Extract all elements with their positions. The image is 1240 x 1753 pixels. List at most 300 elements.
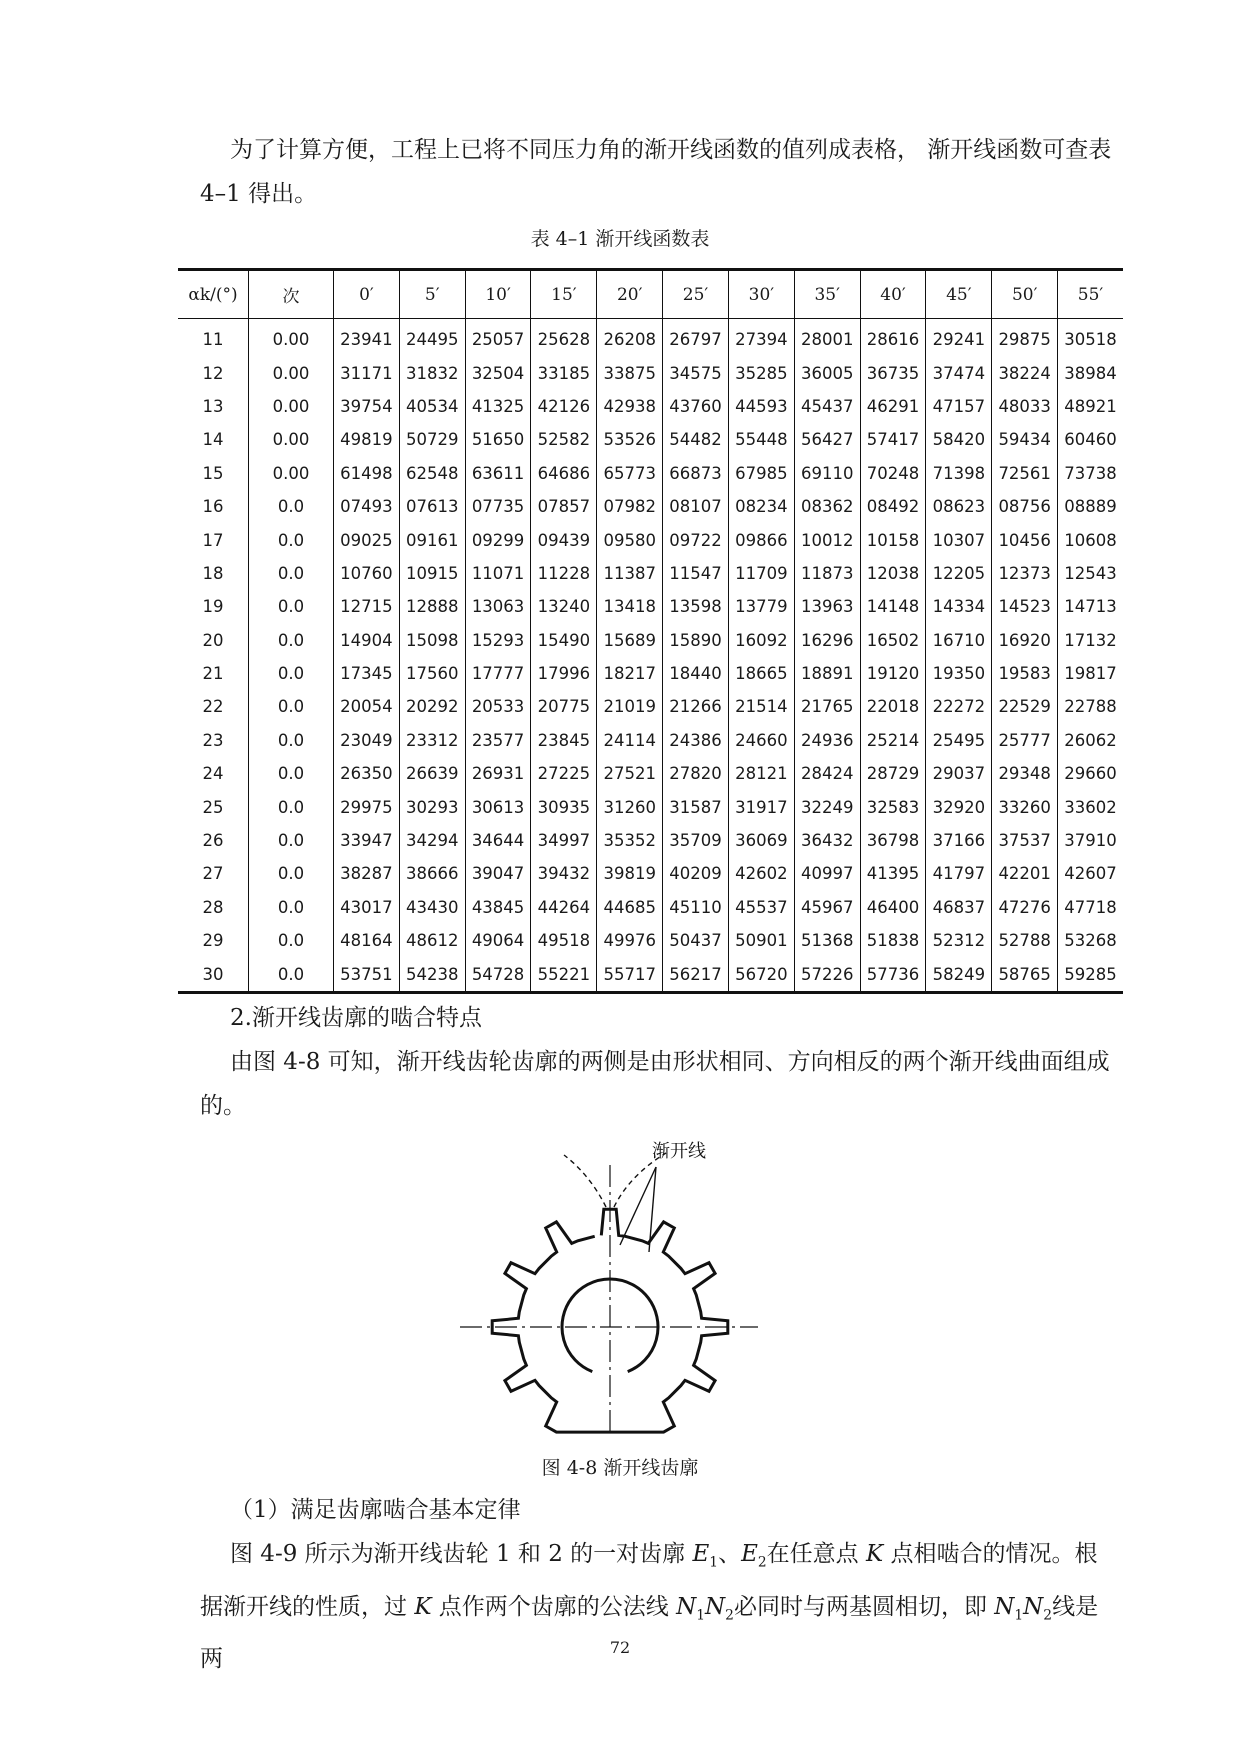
table-row [178, 590, 1123, 623]
table-cell: 09722 [663, 523, 729, 556]
table-cell: 26639 [399, 757, 465, 790]
table-cell: 20 [202, 630, 224, 650]
table-cell: 38666 [399, 857, 465, 890]
figure-caption: 图 4-8 渐开线齿廓 [541, 1457, 699, 1479]
table-cell: 50901 [728, 924, 794, 957]
column-header: αk/(°) [178, 270, 249, 319]
table-cell: 73738 [1058, 457, 1123, 490]
table-cell: 0.0 [249, 857, 334, 890]
table-cell: 43760 [663, 390, 729, 423]
table-header-row [178, 270, 1123, 319]
table-cell: 15490 [531, 624, 597, 657]
table-cell: 43017 [334, 891, 400, 924]
table-cell: 47276 [992, 891, 1058, 924]
table-caption: 表 4–1 渐开线函数表 [530, 228, 710, 250]
table-cell: 13240 [531, 590, 597, 623]
table-row [178, 790, 1123, 823]
table-cell: 38224 [992, 356, 1058, 389]
table-cell: 14334 [926, 590, 992, 623]
table-cell: 42201 [992, 857, 1058, 890]
table-cell: 55221 [531, 957, 597, 992]
section-paragraph: 由图 4-8 可知，渐开线齿轮齿廓的两侧是由形状相同、方向相反的两个渐开线曲面组成的。 [200, 1049, 1110, 1119]
table-cell: 11547 [663, 557, 729, 590]
table-cell: 26208 [597, 319, 663, 357]
table-cell: 52788 [992, 924, 1058, 957]
table-cell: 0.0 [249, 523, 334, 556]
table-cell: 33260 [992, 790, 1058, 823]
table-cell: 24936 [794, 724, 860, 757]
table-cell: 31917 [728, 790, 794, 823]
table-cell: 58249 [926, 957, 992, 992]
table-cell: 41797 [926, 857, 992, 890]
table-cell: 44264 [531, 891, 597, 924]
table-cell: 39432 [531, 857, 597, 890]
table-cell: 60460 [1058, 423, 1123, 456]
table-cell: 37166 [926, 824, 992, 857]
table-cell: 45437 [794, 390, 860, 423]
table-cell: 54728 [465, 957, 531, 992]
table-cell: 08362 [794, 490, 860, 523]
table-cell: 16502 [860, 624, 926, 657]
table-cell: 21 [202, 664, 224, 684]
table-cell: 13598 [663, 590, 729, 623]
table-cell: 22529 [992, 690, 1058, 723]
table-row [178, 857, 1123, 890]
table-row [178, 457, 1123, 490]
table-cell: 39754 [334, 390, 400, 423]
table-cell: 23 [202, 730, 224, 750]
table-cell: 0.00 [249, 319, 334, 357]
table-cell: 25628 [531, 319, 597, 357]
table-cell: 51838 [860, 924, 926, 957]
table-cell: 07982 [597, 490, 663, 523]
table-cell: 72561 [992, 457, 1058, 490]
table-cell: 0.00 [249, 423, 334, 456]
table-cell: 23312 [399, 724, 465, 757]
table-cell: 12888 [399, 590, 465, 623]
table-cell: 18440 [663, 657, 729, 690]
table-cell: 30613 [465, 790, 531, 823]
table-cell: 17345 [334, 657, 400, 690]
table-cell: 18217 [597, 657, 663, 690]
table-cell: 48164 [334, 924, 400, 957]
table-cell: 0.0 [249, 824, 334, 857]
table-cell: 21514 [728, 690, 794, 723]
table-cell: 24386 [663, 724, 729, 757]
table-cell: 54482 [663, 423, 729, 456]
table-cell: 08623 [926, 490, 992, 523]
table-cell: 71398 [926, 457, 992, 490]
table-row [178, 824, 1123, 857]
table-cell: 35709 [663, 824, 729, 857]
table-cell: 30935 [531, 790, 597, 823]
table-cell: 18665 [728, 657, 794, 690]
table-cell: 0.0 [249, 790, 334, 823]
table-cell: 30518 [1058, 319, 1123, 357]
table-cell: 19817 [1058, 657, 1123, 690]
table-cell: 56427 [794, 423, 860, 456]
table-cell: 27521 [597, 757, 663, 790]
table-cell: 48612 [399, 924, 465, 957]
column-header: 25′ [663, 270, 729, 319]
table-cell: 19 [202, 597, 224, 617]
table-cell: 53751 [334, 957, 400, 992]
table-cell: 11 [202, 330, 224, 350]
column-header: 35′ [794, 270, 860, 319]
table-cell: 58420 [926, 423, 992, 456]
table-cell: 08107 [663, 490, 729, 523]
table-row [178, 957, 1123, 992]
table-cell: 48033 [992, 390, 1058, 423]
table-cell: 28616 [860, 319, 926, 357]
table-cell: 65773 [597, 457, 663, 490]
table-cell: 12 [202, 363, 224, 383]
table-cell: 61498 [334, 457, 400, 490]
table-cell: 07857 [531, 490, 597, 523]
column-header: 50′ [992, 270, 1058, 319]
table-cell: 0.0 [249, 557, 334, 590]
table-cell: 45110 [663, 891, 729, 924]
table-cell: 17560 [399, 657, 465, 690]
table-cell: 25057 [465, 319, 531, 357]
table-cell: 19583 [992, 657, 1058, 690]
table-cell: 32504 [465, 356, 531, 389]
table-cell: 57226 [794, 957, 860, 992]
table-cell: 19350 [926, 657, 992, 690]
table-cell: 13963 [794, 590, 860, 623]
column-header: 55′ [1058, 270, 1123, 319]
table-cell: 30293 [399, 790, 465, 823]
table-cell: 29975 [334, 790, 400, 823]
table-row [178, 423, 1123, 456]
table-cell: 37537 [992, 824, 1058, 857]
table-cell: 20292 [399, 690, 465, 723]
table-cell: 39047 [465, 857, 531, 890]
table-cell: 42602 [728, 857, 794, 890]
table-cell: 36735 [860, 356, 926, 389]
table-cell: 49819 [334, 423, 400, 456]
table-cell: 21266 [663, 690, 729, 723]
table-cell: 29241 [926, 319, 992, 357]
table-cell: 14 [202, 430, 224, 450]
table-row [178, 891, 1123, 924]
table-cell: 29660 [1058, 757, 1123, 790]
table-cell: 46837 [926, 891, 992, 924]
table-cell: 36005 [794, 356, 860, 389]
table-cell: 20775 [531, 690, 597, 723]
table-cell: 10307 [926, 523, 992, 556]
table-cell: 10456 [992, 523, 1058, 556]
table-cell: 47157 [926, 390, 992, 423]
table-cell: 0.00 [249, 390, 334, 423]
column-header: 次 [249, 270, 334, 319]
column-header: 45′ [926, 270, 992, 319]
table-cell: 08756 [992, 490, 1058, 523]
table-cell: 36798 [860, 824, 926, 857]
table-cell: 26062 [1058, 724, 1123, 757]
table-cell: 21019 [597, 690, 663, 723]
table-cell: 16092 [728, 624, 794, 657]
table-cell: 38984 [1058, 356, 1123, 389]
involute-extension-left [564, 1155, 606, 1207]
table-cell: 16710 [926, 624, 992, 657]
table-cell: 28121 [728, 757, 794, 790]
column-header: 0′ [334, 270, 400, 319]
table-cell: 0.00 [249, 356, 334, 389]
table-cell: 29348 [992, 757, 1058, 790]
table-cell: 46291 [860, 390, 926, 423]
table-cell: 12038 [860, 557, 926, 590]
table-cell: 24660 [728, 724, 794, 757]
table-cell: 51650 [465, 423, 531, 456]
table-cell: 33875 [597, 356, 663, 389]
table-cell: 28424 [794, 757, 860, 790]
table-cell: 21765 [794, 690, 860, 723]
table-cell: 0.0 [249, 757, 334, 790]
table-cell: 56217 [663, 957, 729, 992]
table-cell: 44685 [597, 891, 663, 924]
table-cell: 13779 [728, 590, 794, 623]
table-cell: 16 [202, 497, 224, 517]
table-row [178, 724, 1123, 757]
table-cell: 11071 [465, 557, 531, 590]
table-cell: 0.0 [249, 490, 334, 523]
table-cell: 0.0 [249, 924, 334, 957]
column-header: 5′ [399, 270, 465, 319]
table-cell: 53526 [597, 423, 663, 456]
table-cell: 28001 [794, 319, 860, 357]
table-cell: 18891 [794, 657, 860, 690]
table-cell: 13418 [597, 590, 663, 623]
table-cell: 12373 [992, 557, 1058, 590]
table-cell: 0.0 [249, 624, 334, 657]
table-cell: 41395 [860, 857, 926, 890]
table-cell: 11387 [597, 557, 663, 590]
table-cell: 27820 [663, 757, 729, 790]
table-cell: 15890 [663, 624, 729, 657]
table-cell: 28 [202, 897, 224, 917]
table-cell: 24114 [597, 724, 663, 757]
table-cell: 11873 [794, 557, 860, 590]
table-cell: 23577 [465, 724, 531, 757]
page-number: 72 [609, 1638, 631, 1657]
table-cell: 07613 [399, 490, 465, 523]
table-cell: 07735 [465, 490, 531, 523]
table-row [178, 490, 1123, 523]
table-cell: 14713 [1058, 590, 1123, 623]
table-cell: 41325 [465, 390, 531, 423]
table-cell: 17132 [1058, 624, 1123, 657]
section-heading: 2.渐开线齿廓的啮合特点 [230, 1005, 482, 1031]
table-cell: 26931 [465, 757, 531, 790]
table-cell: 22272 [926, 690, 992, 723]
table-cell: 34294 [399, 824, 465, 857]
table-cell: 10608 [1058, 523, 1123, 556]
table-cell: 27225 [531, 757, 597, 790]
table-cell: 07493 [334, 490, 400, 523]
table-cell: 0.0 [249, 957, 334, 992]
table-cell: 09866 [728, 523, 794, 556]
table-cell: 10915 [399, 557, 465, 590]
involute-label: 渐开线 [652, 1141, 706, 1162]
table-cell: 17 [202, 530, 224, 550]
table-cell: 49518 [531, 924, 597, 957]
table-cell: 0.0 [249, 891, 334, 924]
table-cell: 17777 [465, 657, 531, 690]
table-cell: 09161 [399, 523, 465, 556]
table-cell: 10158 [860, 523, 926, 556]
table-cell: 45537 [728, 891, 794, 924]
involute-gear-diagram [440, 1135, 780, 1435]
column-header: 40′ [860, 270, 926, 319]
table-cell: 20533 [465, 690, 531, 723]
table-cell: 55448 [728, 423, 794, 456]
table-cell: 31832 [399, 356, 465, 389]
table-cell: 38287 [334, 857, 400, 890]
gear-figure [440, 1135, 780, 1435]
table-cell: 40534 [399, 390, 465, 423]
column-header: 10′ [465, 270, 531, 319]
table-cell: 54238 [399, 957, 465, 992]
table-cell: 47718 [1058, 891, 1123, 924]
table-cell: 50729 [399, 423, 465, 456]
table-cell: 10760 [334, 557, 400, 590]
table-cell: 43845 [465, 891, 531, 924]
table-cell: 36069 [728, 824, 794, 857]
table-cell: 69110 [794, 457, 860, 490]
table-cell: 52312 [926, 924, 992, 957]
table-cell: 37910 [1058, 824, 1123, 857]
table-cell: 62548 [399, 457, 465, 490]
table-row [178, 924, 1123, 957]
table-cell: 0.0 [249, 724, 334, 757]
table-cell: 42607 [1058, 857, 1123, 890]
table-cell: 43430 [399, 891, 465, 924]
table-cell: 32583 [860, 790, 926, 823]
table-cell: 35352 [597, 824, 663, 857]
table-cell: 33185 [531, 356, 597, 389]
table-cell: 26797 [663, 319, 729, 357]
table-cell: 67985 [728, 457, 794, 490]
table-cell: 33602 [1058, 790, 1123, 823]
table-cell: 31587 [663, 790, 729, 823]
table-row [178, 657, 1123, 690]
table-cell: 63611 [465, 457, 531, 490]
table-row [178, 557, 1123, 590]
table-cell: 70248 [860, 457, 926, 490]
table-cell: 32920 [926, 790, 992, 823]
table-cell: 12715 [334, 590, 400, 623]
table-cell: 57736 [860, 957, 926, 992]
table-cell: 19120 [860, 657, 926, 690]
table-cell: 16296 [794, 624, 860, 657]
table-cell: 30 [178, 957, 249, 992]
table-cell: 59285 [1058, 957, 1123, 992]
table-cell: 14148 [860, 590, 926, 623]
table-cell: 64686 [531, 457, 597, 490]
table-cell: 32249 [794, 790, 860, 823]
table-cell: 09580 [597, 523, 663, 556]
table-cell: 49064 [465, 924, 531, 957]
table-cell: 57417 [860, 423, 926, 456]
table-cell: 23049 [334, 724, 400, 757]
table-cell: 25495 [926, 724, 992, 757]
table-cell: 09439 [531, 523, 597, 556]
column-header: 20′ [597, 270, 663, 319]
table-cell: 28729 [860, 757, 926, 790]
table-cell: 51368 [794, 924, 860, 957]
involute-function-table [178, 268, 1123, 994]
table-cell: 11709 [728, 557, 794, 590]
table-cell: 17996 [531, 657, 597, 690]
table-cell: 31260 [597, 790, 663, 823]
table-cell: 53268 [1058, 924, 1123, 957]
table-cell: 09025 [334, 523, 400, 556]
table-cell: 16920 [992, 624, 1058, 657]
intro-paragraph: 为了计算方便，工程上已将不同压力角的渐开线函数的值列成表格， 渐开线函数可查表 4–1 得出。 [200, 137, 1112, 207]
table-cell: 0.0 [249, 690, 334, 723]
column-header: 15′ [531, 270, 597, 319]
table-cell: 42126 [531, 390, 597, 423]
subsection-paragraph: 图 4-9 所示为渐开线齿轮 1 和 2 的一对齿廓 $E_1$、$E_2$在任意点 K 点相啮合的情况。根据渐开线的性质，过 K 点作两个齿廓的公法线 $N_1N_2$必同时与两基圆相切，即 $N_1N_2$线是两 [200, 1541, 1099, 1673]
table-cell: 15 [202, 463, 224, 483]
table-cell: 29875 [992, 319, 1058, 357]
table-cell: 27 [202, 864, 224, 884]
table-cell: 24495 [399, 319, 465, 357]
table-cell: 34644 [465, 824, 531, 857]
table-cell: 24 [202, 764, 224, 784]
table-cell: 13 [202, 396, 224, 416]
table-row [178, 390, 1123, 423]
table-cell: 20054 [334, 690, 400, 723]
table-cell: 08492 [860, 490, 926, 523]
table-cell: 09299 [465, 523, 531, 556]
table-cell: 25 [202, 797, 224, 817]
table-row [178, 690, 1123, 723]
table-cell: 22 [202, 697, 224, 717]
table-cell: 11228 [531, 557, 597, 590]
table-cell: 36432 [794, 824, 860, 857]
table-cell: 46400 [860, 891, 926, 924]
table-cell: 08234 [728, 490, 794, 523]
table-cell: 15293 [465, 624, 531, 657]
table-cell: 37474 [926, 356, 992, 389]
table-row [178, 757, 1123, 790]
table-cell: 29037 [926, 757, 992, 790]
table-cell: 08889 [1058, 490, 1123, 523]
table-cell: 56720 [728, 957, 794, 992]
table-cell: 31171 [334, 356, 400, 389]
table-row [178, 624, 1123, 657]
table-cell: 25214 [860, 724, 926, 757]
table-row [178, 523, 1123, 556]
table-cell: 58765 [992, 957, 1058, 992]
table-cell: 48921 [1058, 390, 1123, 423]
table-cell: 66873 [663, 457, 729, 490]
table-cell: 23941 [334, 319, 400, 357]
table-cell: 14523 [992, 590, 1058, 623]
table-cell: 10012 [794, 523, 860, 556]
table-cell: 14904 [334, 624, 400, 657]
table-body [178, 319, 1123, 993]
table-cell: 12205 [926, 557, 992, 590]
table-cell: 18 [202, 563, 224, 583]
table-cell: 39819 [597, 857, 663, 890]
column-header: 30′ [728, 270, 794, 319]
table-row [178, 319, 1123, 357]
table-cell: 26350 [334, 757, 400, 790]
table-cell: 42938 [597, 390, 663, 423]
